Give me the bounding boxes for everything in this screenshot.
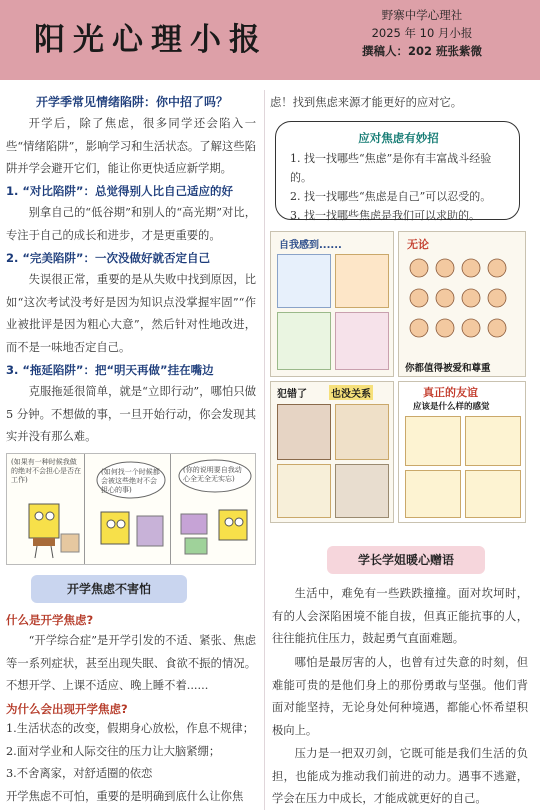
senior-paragraph-2: 哪怕是最厉害的人，也曾有过失意的时刻，但难能可贵的是他们身上的那份勇敢与坚强。他们背面对能坚持，无论身处何种境遇，都能心怀希望积极向上。 <box>272 656 528 737</box>
faces-grid-icon <box>399 250 526 360</box>
comic-title-friendship: 真正的友谊 <box>423 386 478 399</box>
anxiety-definition: “开学综合症”是开学引发的不适、紧张、焦虑等一系列症状，甚至出现失眠、食欲不振的情况。不想开学、上课不适应、晚上睡不着...... <box>6 634 256 692</box>
issue-date: 2025 年 10 月小报 <box>371 26 473 40</box>
comic-panel-worthy <box>398 231 526 377</box>
comic-cell <box>405 416 461 466</box>
anxiety-tail-text: 开学焦虑不可怕，重要的是明确到底什么让你焦 <box>6 790 244 803</box>
spongebob-comic-strip <box>6 453 256 565</box>
comic-cell <box>335 312 389 370</box>
comic-cell <box>277 254 331 308</box>
reason-item: 3.不舍离家，对舒适圈的依恋 <box>6 767 153 780</box>
reasons-list <box>6 718 262 786</box>
tip-item: 3. 找一找哪些焦虑是我们可以求助的。 <box>290 209 480 222</box>
comic-cell <box>277 464 331 518</box>
coping-tips-box <box>275 121 520 220</box>
self-care-comic-collage <box>270 231 526 523</box>
comic-cell <box>335 404 389 460</box>
main-article-title: 开学季常见情绪陷阱：你中招了吗？ <box>35 95 228 109</box>
comic-panel-1 <box>7 454 85 565</box>
comic-cell <box>335 254 389 308</box>
comic-title-no-problem: 也没关系 <box>329 385 373 400</box>
comic-cell <box>465 416 521 466</box>
tip-item: 2. 找一找哪些“焦虑是自己”可以忍受的。 <box>290 190 492 203</box>
spongebob-figure-icon <box>7 454 85 565</box>
trap2-heading: 2. “完美陷阱”：一次没做好就否定自己 <box>6 251 210 265</box>
header-meta <box>352 6 492 60</box>
comic-title-no-matter: 无论 <box>407 238 429 251</box>
senior-paragraph-3: 压力是一把双刃剑，它既可能是我们生活的负担，也能成为推动我们前进的动力。遇事不逃避，学会在压力中成长，才能成就更好的自己。 <box>272 747 528 805</box>
comic-cell <box>335 464 389 518</box>
senior-paragraph-1: 生活中，难免有一些跌跌撞撞。面对坎坷时，有的人会深陷困境不能自拔，但真正能抗事的人，往往能抗住压力，鼓起勇气直面难题。 <box>272 587 528 645</box>
trap1-heading: 1. “对比陷阱”：总觉得别人比自己适应的好 <box>6 184 233 198</box>
comic-panel-3 <box>171 454 256 565</box>
reason-item: 2.面对学业和人际交往的压力让大脑紧绷； <box>6 744 221 758</box>
comic-cell <box>465 470 521 518</box>
trap3-text: 克服拖延很简单，就是“立即行动”，哪怕只做 5 分钟。不想做的事，一旦开始行动，你会发现其实并没有那么难。 <box>6 385 256 443</box>
section-pill-senior-words: 学长学姐暖心赠语 <box>327 546 485 574</box>
comic-cell <box>405 470 461 518</box>
comic-subtitle-friendship: 应该是什么样的感觉 <box>413 402 490 412</box>
comic-caption-1: (如果有一种时候我做的绝对不会担心是否在工作) <box>11 458 81 484</box>
comic-cell <box>277 312 331 370</box>
comic-panel-mistake <box>270 381 394 523</box>
comic-panel-self-feel <box>270 231 394 377</box>
comic-cell <box>277 404 331 460</box>
comic-title-mistake: 犯错了 <box>277 389 307 400</box>
trap1-text: 别拿自己的“低谷期”和别人的“高光期”对比，专注于自己的成长和进步，才是更重要的。 <box>6 206 256 242</box>
newspaper-title: 阳光心理小报 <box>34 22 268 58</box>
comic-caption-3: (你的说明要自我动心全无全无实忘) <box>183 466 242 483</box>
column-divider <box>264 90 265 810</box>
newspaper-header <box>0 0 540 80</box>
anxiety-tail-continued: 虑！找到焦虑来源才能更好的应对它。 <box>270 96 463 109</box>
comic-caption-2: (如何找一个时候都会被这些绝对不会担心的事) <box>101 468 160 494</box>
tips-title: 应对焦虑有妙招 <box>358 131 439 145</box>
reason-item: 1.生活状态的改变，假期身心放松，作息不规律； <box>6 722 255 735</box>
trap3-heading: 3. “拖延陷阱”：把“明天再做”挂在嘴边 <box>6 363 214 377</box>
comic-panel-2 <box>85 454 171 565</box>
intro-paragraph: 开学后，除了焦虑，很多同学还会陷入一些“情绪陷阱”，影响学习和生活状态。了解这些陷阱并学会避开它们，能让你更快适应新学期。 <box>6 117 256 175</box>
comic-title-self-feel: 自我感到...... <box>279 240 342 251</box>
question-what-is-anxiety: 什么是开学焦虑? <box>6 613 94 627</box>
comic-title-worthy: 你都值得被爱和尊重 <box>405 363 491 374</box>
trap2-text: 失误很正常，重要的是从失败中找到原因，比如“这次考试没考好是因为知识点没掌握牢固”“作业被批评是因为粗心大意”，然后针对性地改进，而不是一味地否定自己。 <box>6 273 256 354</box>
club-name: 野寨中学心理社 <box>381 8 463 22</box>
comic-panel-friendship <box>398 381 526 523</box>
question-why-anxiety: 为什么会出现开学焦虑? <box>6 702 128 716</box>
author-byline: 撰稿人：202 班张紫微 <box>361 44 482 58</box>
tip-item: 1. 找一找哪些“焦虑”是你有丰富战斗经验的。 <box>290 152 492 184</box>
section-pill-anxiety: 开学焦虑不害怕 <box>31 575 187 603</box>
